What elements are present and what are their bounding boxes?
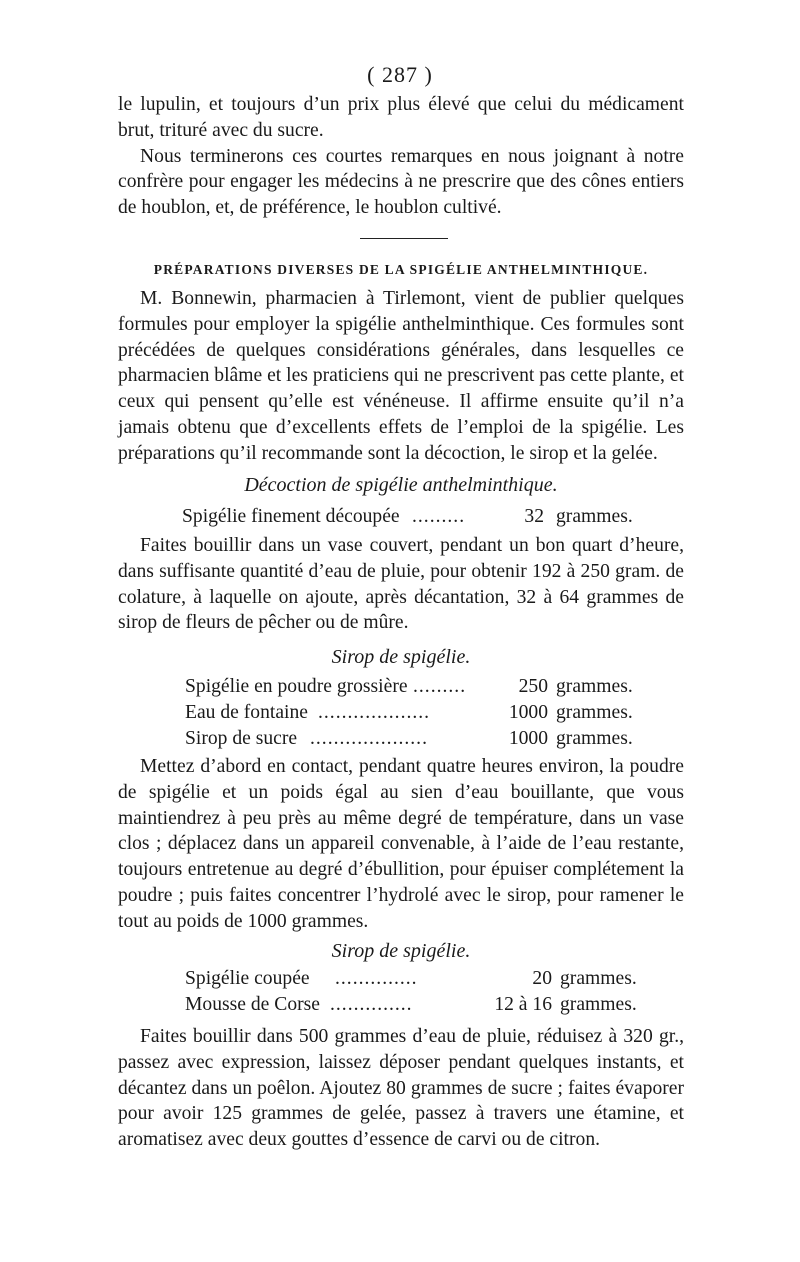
- paragraph-conclusion: Nous terminerons ces courtes remarques en nous joignant à notre confrère pour engager les médecins à ne prescrire que des cônes entiers de houblon, et, de préférence, le houblon cultivé.: [118, 145, 684, 219]
- recipe-title-syrup-1: Sirop de spigélie.: [331, 646, 471, 668]
- ingredient-quantity: 1000: [508, 702, 548, 723]
- ingredient-unit: grammes.: [556, 702, 633, 723]
- ingredient-line: [0, 994, 800, 1020]
- leader-dots: ..............: [330, 994, 413, 1015]
- ingredient-unit: grammes.: [556, 728, 633, 749]
- section-divider: [360, 238, 448, 239]
- intro-text: [118, 92, 684, 221]
- section-intro: [118, 286, 684, 467]
- leader-dots: ...................: [318, 702, 431, 723]
- ingredient-unit: grammes.: [560, 968, 637, 989]
- paragraph-section-intro: M. Bonnewin, pharmacien à Tirlemont, vient de publier quelques formules pour employer la spigélie anthelminthique. Ces formules sont précédées de quelques considérations générales, dans lesquelles ce pharmacien blâme et les praticiens qui ne prescrivent pas cette plante, et ceux qui pensent qu’elle est vénéneuse. Il affirme ensuite qu’il n’a jamais obtenu que d’excellents effets de l’emploi de la spigélie. Les préparations qu’il recommande sont la décoction, le sirop et la gelée.: [118, 288, 684, 464]
- ingredient-unit: grammes.: [556, 506, 633, 527]
- recipe-title-decoction: Décoction de spigélie anthelminthique.: [244, 474, 558, 496]
- ingredient-line: [0, 702, 800, 728]
- ingredient-line: [0, 676, 800, 702]
- ingredient-quantity: 20: [532, 968, 552, 989]
- ingredient-unit: grammes.: [560, 994, 637, 1015]
- paragraph-method: Faites bouillir dans 500 grammes d’eau de pluie, réduisez à 320 gr., passez avec expression, laissez déposer pendant quelques instants, et décantez dans un poêlon. Ajoutez 80 grammes de sucre ; faites évaporer pour avoir 125 grammes de gelée, passez à travers une étamine, et aromatisez avec deux gouttes d’essence de carvi ou de citron.: [118, 1026, 684, 1151]
- leader-dots: .........: [413, 676, 467, 697]
- ingredient-quantity: 1000: [508, 728, 548, 749]
- recipe-title-syrup-2: Sirop de spigélie.: [331, 940, 471, 962]
- leader-dots: ....................: [310, 728, 428, 749]
- paragraph-continued: le lupulin, et toujours d’un prix plus élevé que celui du médicament brut, trituré avec du sucre.: [118, 94, 684, 141]
- ingredient-name: Eau de fontaine: [185, 702, 308, 723]
- ingredient-name: Spigélie coupée: [185, 968, 310, 989]
- recipe-method-syrup-1: [118, 754, 684, 935]
- ingredient-line: [0, 728, 800, 754]
- page-number: ( 287 ): [367, 62, 433, 87]
- leader-dots: .........: [412, 506, 466, 527]
- recipe-method-decoction: [118, 533, 684, 636]
- ingredient-name: Spigélie en poudre grossière: [185, 676, 408, 697]
- ingredient-name: Sirop de sucre: [185, 728, 298, 749]
- paragraph-method: Mettez d’abord en contact, pendant quatre heures environ, la poudre de spigélie et un poids égal au sien d’eau bouillante, que vous maintiendrez à peu près au même degré de température, dans un vase clos ; déplacez dans un appareil convenable, à l’aide de l’eau restante, toujours entretenue au degré d’ébullition, pour épuiser complétement la poudre ; puis faites concentrer l’hydrolé avec le sirop, pour ramener le tout au poids de 1000 grammes.: [118, 756, 684, 932]
- ingredient-name: Spigélie finement découpée: [182, 506, 400, 527]
- ingredient-name: Mousse de Corse: [185, 994, 320, 1015]
- ingredient-line: [0, 506, 800, 532]
- recipe-method-syrup-2: [118, 1024, 684, 1153]
- ingredient-quantity: 250: [518, 676, 548, 697]
- ingredient-unit: grammes.: [556, 676, 633, 697]
- ingredient-quantity: 32: [524, 506, 544, 527]
- section-heading: PRÉPARATIONS DIVERSES DE LA SPIGÉLIE ANTHELMINTHIQUE.: [153, 262, 649, 277]
- paragraph-method: Faites bouillir dans un vase couvert, pendant un bon quart d’heure, dans suffisante quantité d’eau de pluie, pour obtenir 192 à 250 gram. de colature, à laquelle on ajoute, après décantation, 32 à 64 grammes de sirop de fleurs de pêcher ou de mûre.: [118, 535, 684, 634]
- ingredient-line: [0, 968, 800, 994]
- ingredient-quantity: 12 à 16: [494, 994, 552, 1015]
- leader-dots: ..............: [335, 968, 418, 989]
